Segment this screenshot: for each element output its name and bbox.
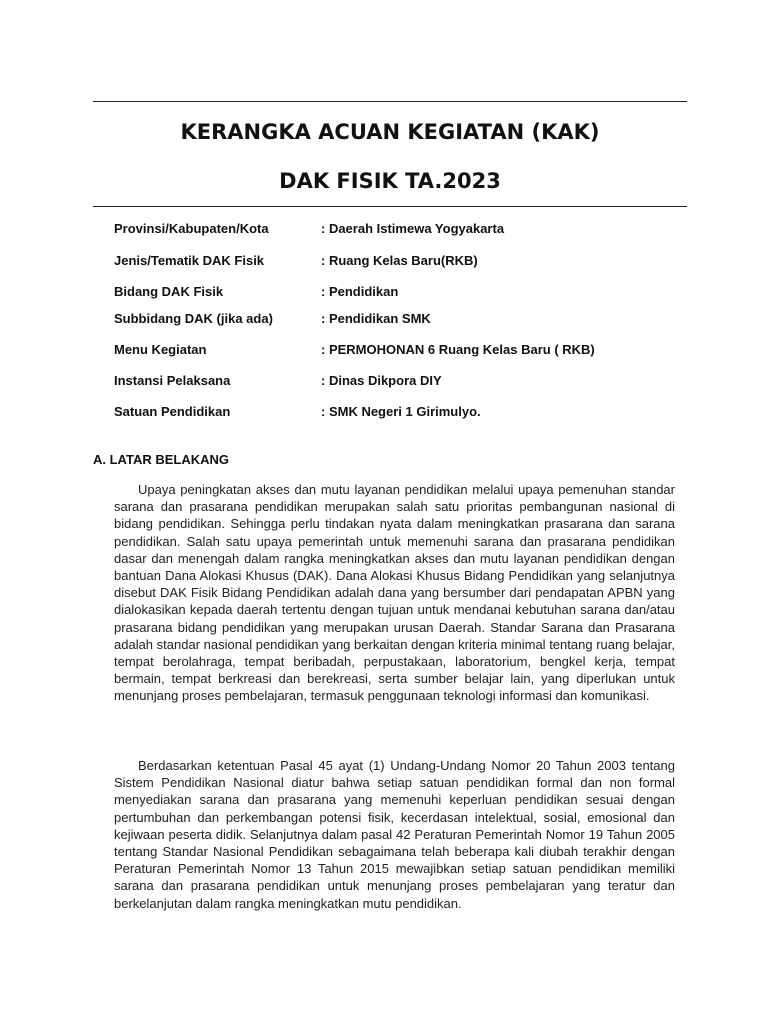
document-title: KERANGKA ACUAN KEGIATAN (KAK): [180, 120, 600, 144]
info-value: : Pendidikan: [321, 284, 399, 299]
info-value: : Daerah Istimewa Yogyakarta: [321, 221, 505, 236]
info-label: Menu Kegiatan: [114, 342, 207, 357]
paragraph-1: Upaya peningkatan akses dan mutu layanan pendidikan melalui upaya pemenuhan standar sarana dan prasarana pendidikan merupakan salah satu prioritas pembangunan nasional di bidang pendidikan. Sehingga perlu tindakan nyata dalam meningkatkan prasarana dan sarana pendidikan. Salah satu upaya pemerintah untuk memenuhi sarana dan prasarana pendidikan dasar dan menengah dalam rangka meningkatkan akses dan mutu layanan pendidikan dengan bantuan Dana Alokasi Khusus (DAK). Dana Alokasi Khusus Bidang Pendidikan yang selanjutnya disebut DAK Fisik Bidang Pendidikan adalah dana yang bersumber dari pendapatan APBN yang dialokasikan kepada daerah tertentu dengan tujuan untuk mendanai kebutuhan sarana dan/atau prasarana bidang pendidikan yang merupakan urusan Daerah. Standar Sarana dan Prasarana adalah standar nasional pendidikan yang berkaitan dengan kriteria minimal tentang ruang belajar, tempat berolahraga, tempat beribadah, perpustakaan, laboratorium, bengkel kerja, tempat bermain, tempat berkreasi dan berekreasi, serta sumber belajar lain, yang diperlukan untuk menunjang proses pembelajaran, termasuk penggunaan teknologi informasi dan komunikasi.: [114, 482, 675, 704]
info-label: Provinsi/Kabupaten/Kota: [114, 221, 269, 236]
info-label: Jenis/Tematik DAK Fisik: [114, 253, 265, 268]
info-label: Bidang DAK Fisik: [114, 284, 224, 299]
info-value: : Dinas Dikpora DIY: [321, 373, 442, 388]
info-label: Satuan Pendidikan: [114, 404, 231, 419]
paragraph-2: Berdasarkan ketentuan Pasal 45 ayat (1) Undang-Undang Nomor 20 Tahun 2003 tentang Sistem Pendidikan Nasional diatur bahwa setiap satuan pendidikan formal dan non formal menyediakan sarana dan prasarana yang memenuhi keperluan pendidikan sesuai dengan pertumbuhan dan perkembangan potensi fisik, kecerdasan intelektual, sosial, emosional dan kejiwaan peserta didik. Selanjutnya dalam pasal 42 Peraturan Pemerintah Nomor 19 Tahun 2005 tentang Standar Nasional Pendidikan sebagaimana telah beberapa kali diubah terakhir dengan Peraturan Pemerintah Nomor 13 Tahun 2015 mewajibkan setiap satuan pendidikan memiliki sarana dan prasarana pendidikan untuk menunjang proses pembelajaran yang teratur dan berkelanjutan dalam rangka meningkatkan mutu pendidikan.: [114, 758, 675, 911]
info-value: : Ruang Kelas Baru(RKB): [321, 253, 478, 268]
info-label: Subbidang DAK (jika ada): [114, 311, 273, 326]
section-heading-latar-belakang: A. LATAR BELAKANG: [93, 452, 230, 467]
info-label: Instansi Pelaksana: [114, 373, 231, 388]
top-divider: [93, 101, 687, 102]
title-divider: [93, 206, 687, 207]
info-value: : SMK Negeri 1 Girimulyo.: [321, 404, 481, 419]
document-subtitle: DAK FISIK TA.2023: [279, 169, 501, 193]
info-value: : Pendidikan SMK: [321, 311, 431, 326]
info-value: : PERMOHONAN 6 Ruang Kelas Baru ( RKB): [321, 342, 595, 357]
